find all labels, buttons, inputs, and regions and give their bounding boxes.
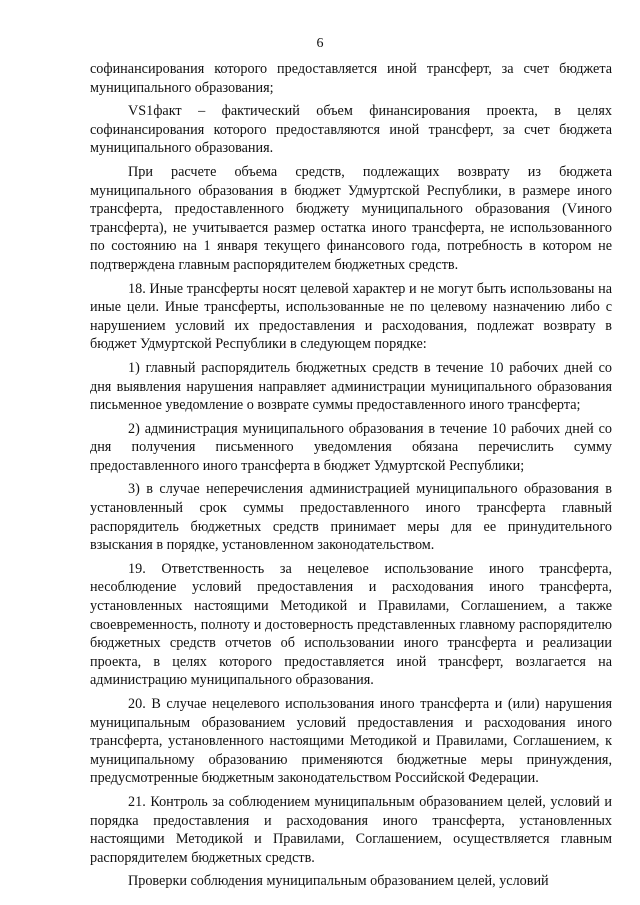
paragraph-clause-20: 20. В случае нецелевого использования иного трансферта и (или) нарушения муниципальным образованием условий предоставления и расходования иного трансферта, установленного настоящими Методикой и Правилами, Соглашением, к муниципальному образованию применяются бюджетные меры принуждения, предусмотренные бюджетным законодательством Российской Федерации.: [90, 696, 612, 787]
paragraph-clause-18-item-2: 2) администрация муниципального образования в течение 10 рабочих дней со дня получения письменного уведомления обязана перечислить сумму предоставленного иного трансферта в бюджет Удмуртской Республики;: [90, 420, 612, 474]
paragraph-calculation-note: При расчете объема средств, подлежащих возврату из бюджета муниципального образования в бюджет Удмуртской Республики, в размере иного трансферта, предоставленного бюджету муниципального образования (Vиного трансферта), не учитывается размер остатка иного трансферта, не использованного по состоянию на 1 января текущего финансового года, потребность в котором не подтверждена главным распорядителем бюджетных средств.: [90, 163, 612, 273]
paragraph-clause-18-item-1: 1) главный распорядитель бюджетных средств в течение 10 рабочих дней со дня выявления нарушения направляет администрации муниципального образования письменное уведомление о возврате суммы предоставленного иного трансферта;: [90, 359, 612, 414]
paragraph-clause-18: 18. Иные трансферты носят целевой характер и не могут быть использованы на иные цели. Иные трансферты, использованные не по целевому назначению либо с нарушением условий их предоставления и расходования, подлежат возврату в бюджет Удмуртской Республики в следующем порядке:: [90, 280, 612, 353]
paragraph-clause-18-item-3: 3) в случае неперечисления администрацией муниципального образования в установленный срок суммы предоставленного иного трансферта главный распорядитель бюджетных средств принимает меры для ее принудительного взыскания в порядке, установленном законодательством.: [90, 481, 612, 554]
paragraph-clause-21: 21. Контроль за соблюдением муниципальным образованием целей, условий и порядка предоставления и расходования иного трансферта, установленных настоящими Методикой и Правилами, Соглашением, осуществляется главным распорядителем бюджетных средств.: [90, 793, 612, 866]
paragraph-clause-19: 19. Ответственность за нецелевое использование иного трансферта, несоблюдение условий предоставления и расходования иного трансферта, установленных настоящими Методикой и Правилами, Соглашением, а также своевременность, полноту и достоверность представленных главному распорядителю бюджетных средств отчетов об использовании иного трансферта и реализации проекта, в целях которого предоставляется иной трансферт, возлагается на администрацию муниципального образования.: [90, 560, 612, 689]
paragraph-checks: Проверки соблюдения муниципальным образованием целей, условий: [128, 873, 549, 890]
document-body: [90, 60, 612, 896]
paragraph-continuation: софинансирования которого предоставляется иной трансферт, за счет бюджета муниципального образования;: [90, 61, 612, 96]
page-number: 6: [316, 36, 324, 51]
paragraph-vs1-fact: VS1факт – фактический объем финансирования проекта, в целях софинансирования которого предоставляются иной трансферт, за счет бюджета муниципального образования.: [90, 103, 612, 157]
